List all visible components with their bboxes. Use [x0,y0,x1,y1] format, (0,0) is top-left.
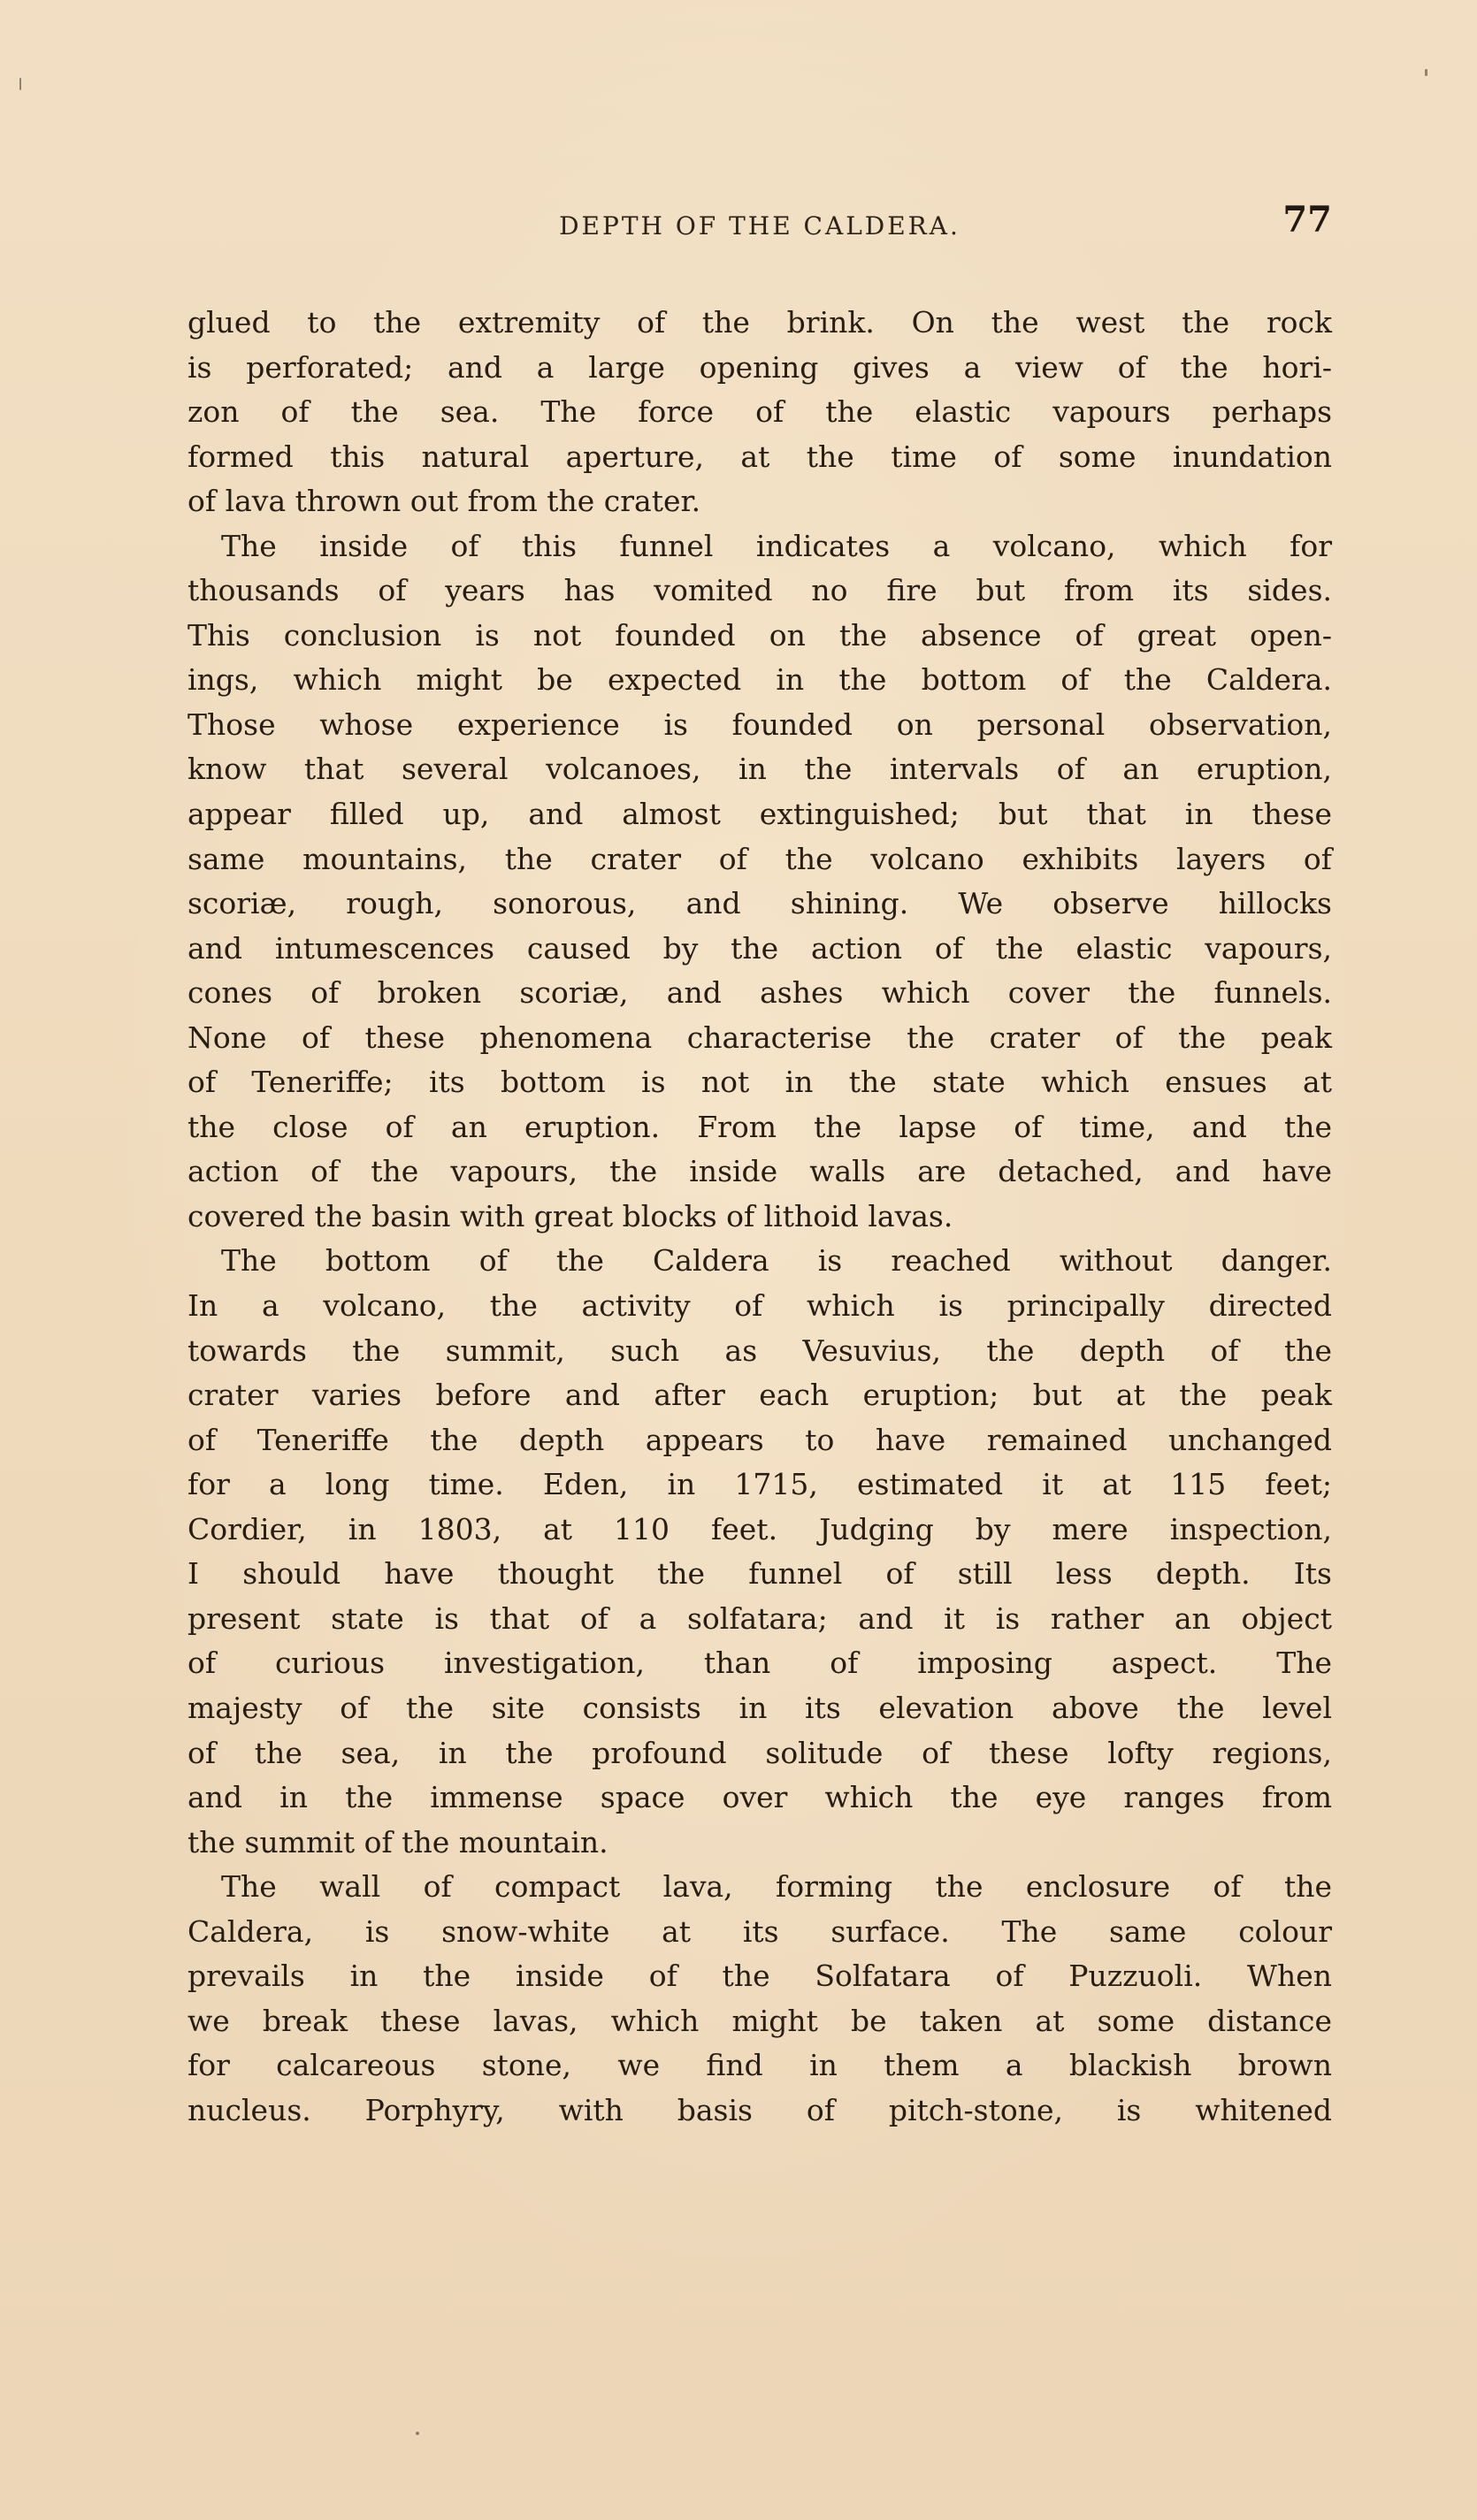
text-line: scoriæ, rough, sonorous, and shining. We observe hillocks [187,886,1332,921]
text-line: Caldera, is snow-white at its surface. The same colour [187,1913,1332,1949]
paper-speck [19,78,21,90]
text-line: This conclusion is not founded on the absence of great open- [187,617,1332,653]
page-number: 77 [1282,199,1332,241]
text-line: glued to the extremity of the brink. On the west the rock [187,305,1332,340]
text-line: of curious investigation, than of imposing aspect. The [187,1646,1332,1681]
paragraph-first-line: The inside of this funnel indicates a volcano, which for [221,528,1332,563]
text-line: nucleus. Porphyry, with basis of pitch-stone, is whitened [187,2092,1332,2127]
text-line: Cordier, in 1803, at 110 feet. Judging by mere inspection, [187,1511,1332,1546]
paragraph-first-line: The bottom of the Caldera is reached without danger. [221,1243,1332,1279]
text-line: formed this natural aperture, at the time of some inundation [187,439,1332,474]
text-line: for a long time. Eden, in 1715, estimated it at 115 feet; [187,1467,1332,1502]
text-line: cones of broken scoriæ, and ashes which cover the funnels. [187,975,1332,1011]
paragraph-first-line: The wall of compact lava, forming the enclosure of the [221,1869,1332,1905]
text-line: know that several volcanoes, in the intervals of an eruption, [187,752,1332,787]
text-line: same mountains, the crater of the volcano exhibits layers of [187,841,1332,876]
text-line: action of the vapours, the inside walls are detached, and have [187,1154,1332,1189]
text-line: and in the immense space over which the eye ranges from [187,1780,1332,1815]
paper-speck [416,2432,419,2435]
text-line: is perforated; and a large opening gives a view of the hori- [187,349,1332,385]
text-line: thousands of years has vomited no fire but from its sides. [187,573,1332,608]
text-line: None of these phenomena characterise the crater of the peak [187,1019,1332,1055]
text-line: of lava thrown out from the crater. [187,484,701,519]
text-line: Those whose experience is founded on personal observation, [187,706,1332,742]
text-line: ings, which might be expected in the bottom of the Caldera. [187,662,1332,698]
body-text [187,301,1332,2133]
paper-speck [1425,69,1427,76]
text-line: and intumescences caused by the action of the elastic vapours, [187,930,1332,966]
text-line: towards the summit, such as Vesuvius, the depth of the [187,1333,1332,1368]
text-line: crater varies before and after each eruption; but at the peak [187,1378,1332,1413]
text-line: In a volcano, the activity of which is principally directed [187,1288,1332,1324]
text-line: majesty of the site consists in its elevation above the level [187,1690,1332,1725]
text-line: present state is that of a solfatara; and it is rather an object [187,1600,1332,1636]
text-line: zon of the sea. The force of the elastic vapours perhaps [187,394,1332,430]
text-line: covered the basin with great blocks of lithoid lavas. [187,1198,953,1233]
running-head: DEPTH OF THE CALDERA. [559,211,960,241]
text-line: appear filled up, and almost extinguished; but that in these [187,797,1332,832]
text-line: of Teneriffe; its bottom is not in the state which ensues at [187,1065,1332,1100]
text-line: the summit of the mountain. [187,1824,608,1859]
text-line: we break these lavas, which might be taken at some distance [187,2003,1332,2038]
text-line: for calcareous stone, we find in them a blackish brown [187,2048,1332,2083]
text-line: of Teneriffe the depth appears to have remained unchanged [187,1422,1332,1457]
page-header [187,199,1332,252]
text-line: prevails in the inside of the Solfatara of Puzzuoli. When [187,1959,1332,1994]
text-line: the close of an eruption. From the lapse of time, and the [187,1109,1332,1144]
text-line: I should have thought the funnel of still less depth. Its [187,1556,1332,1592]
text-line: of the sea, in the profound solitude of these lofty regions, [187,1735,1332,1770]
